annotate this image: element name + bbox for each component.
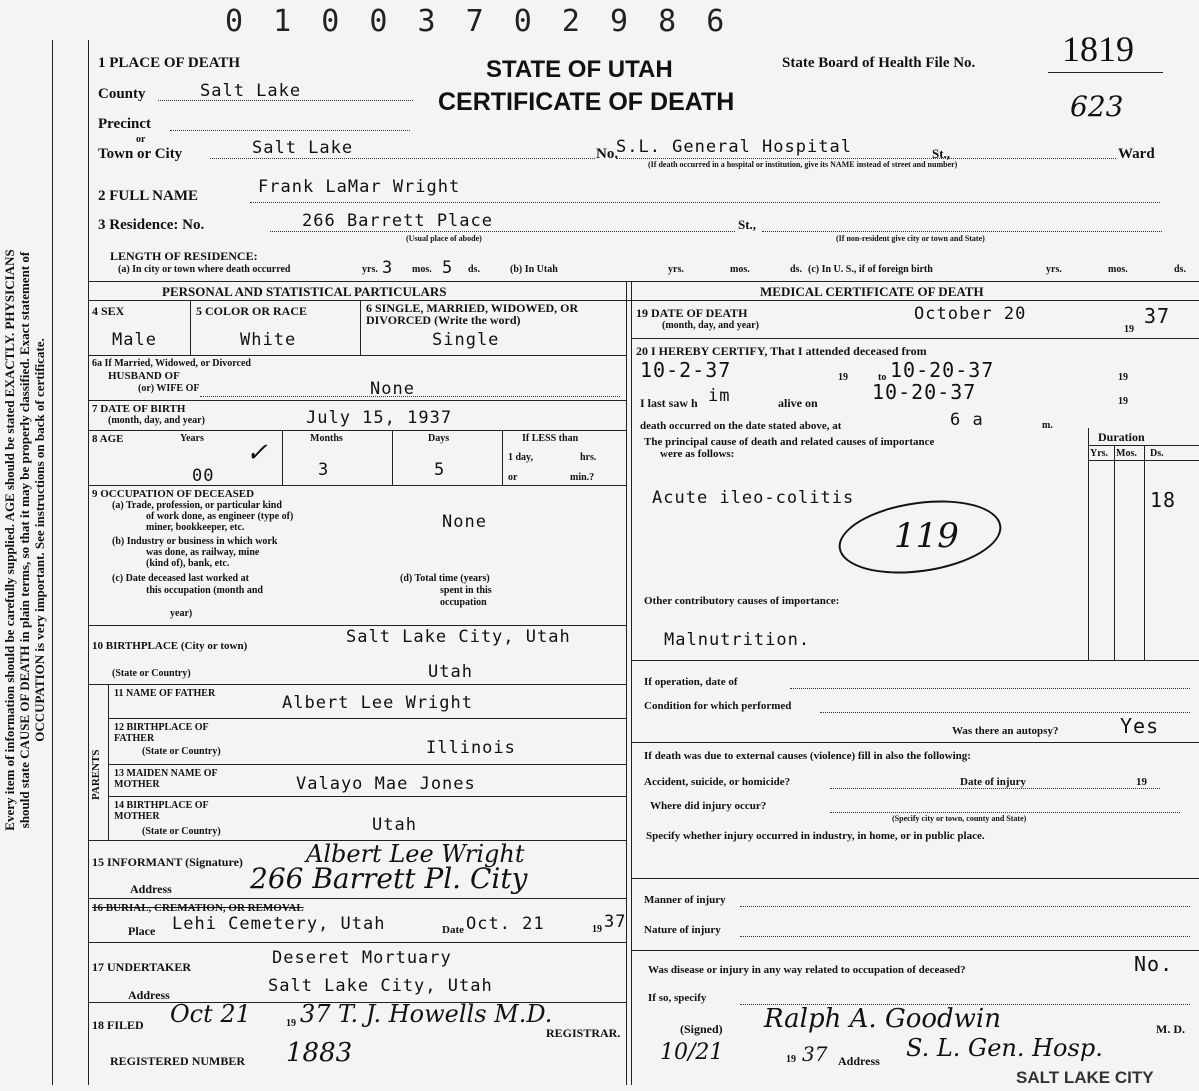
attended-year-prefix: 19 xyxy=(838,372,848,383)
date-of-death-sub: (month, day, and year) xyxy=(662,320,759,331)
duration-label: Duration xyxy=(1098,430,1145,444)
operation-label: If operation, date of xyxy=(644,676,738,688)
ward-label: Ward xyxy=(1118,146,1155,162)
filed-year: 37 xyxy=(300,1000,331,1028)
row-line-4 xyxy=(88,485,626,486)
registrar-label: REGISTRAR. xyxy=(546,1026,621,1040)
to-label: to xyxy=(878,372,887,383)
row-line-11 xyxy=(88,898,626,899)
less-day-label: 1 day, xyxy=(508,452,534,463)
age-label: 8 AGE xyxy=(92,433,124,445)
burial-year: 37 xyxy=(604,912,627,932)
years-label: Years xyxy=(180,433,204,444)
town-value: Salt Lake xyxy=(252,138,354,158)
or-label: or xyxy=(136,134,146,145)
hrs-label: hrs. xyxy=(580,452,597,463)
precinct-label: Precinct xyxy=(98,116,152,132)
spouse-line xyxy=(200,396,620,397)
father-value: Albert Lee Wright xyxy=(282,693,473,713)
burial-place: Lehi Cemetery, Utah xyxy=(172,914,386,934)
row-line-6 xyxy=(88,684,626,685)
physician-address: S. L. Gen. Hosp. xyxy=(906,1034,1103,1062)
occupation-a2: of work done, as engineer (type of) xyxy=(146,511,294,522)
years-value: 00 xyxy=(192,466,215,486)
accident-line xyxy=(830,788,1160,789)
file-number: 1819 xyxy=(1062,29,1134,69)
days-value: 5 xyxy=(434,460,446,480)
center-divider xyxy=(626,281,627,1085)
death-time: 6 a xyxy=(950,410,984,430)
alive-on-label: alive on xyxy=(778,396,818,410)
signed-date: 10/21 xyxy=(660,1040,724,1065)
informant-address-label: Address xyxy=(130,882,172,896)
signed-year: 37 xyxy=(802,1042,828,1066)
section-title-line xyxy=(88,300,1199,301)
cause-duration-days: 18 xyxy=(1150,488,1177,512)
dob-sub: (month, day, and year) xyxy=(108,415,205,426)
filed-label: 18 FILED xyxy=(92,1018,144,1032)
duration-divider-3 xyxy=(1144,446,1145,660)
row-line-5 xyxy=(88,625,626,626)
residence-line xyxy=(270,231,735,232)
medical-line-4 xyxy=(631,878,1199,879)
months-value: 3 xyxy=(318,460,330,480)
spouse-label-1: 6a If Married, Widowed, or Divorced xyxy=(92,358,251,369)
file-number-label: State Board of Health File No. xyxy=(782,55,976,71)
last-saw-label: I last saw h xyxy=(640,396,698,410)
mother-birthplace-sub: (State or Country) xyxy=(142,826,221,837)
sex-label: 4 SEX xyxy=(92,304,125,318)
external-causes-label: If death was due to external causes (violence) fill in also the following: xyxy=(644,750,971,762)
length-a: (a) In city or town where death occurred xyxy=(118,264,291,275)
autopsy-value: Yes xyxy=(1120,714,1160,738)
condition-line xyxy=(820,712,1190,713)
duration-divider-1 xyxy=(1088,428,1089,660)
county-line xyxy=(158,100,413,101)
filed-year-prefix: 19 xyxy=(286,1018,296,1029)
place-of-death-heading: 1 PLACE OF DEATH xyxy=(98,55,241,71)
length-ds-label: ds. xyxy=(468,264,480,275)
county-value: Salt Lake xyxy=(200,81,302,101)
hospital-note: (If death occurred in a hospital or institution, give its NAME instead of street and number) xyxy=(648,160,958,169)
attended-to: 10-20-37 xyxy=(890,358,995,382)
md-label: M. D. xyxy=(1156,1022,1185,1036)
undertaker-value: Deseret Mortuary xyxy=(272,948,452,968)
sex-divider xyxy=(190,300,191,355)
length-c-mos: mos. xyxy=(1108,264,1128,275)
occupation-c2: this occupation (month and xyxy=(146,585,263,596)
father-label: 11 NAME OF FATHER xyxy=(114,688,216,699)
precinct-line xyxy=(170,130,410,131)
autopsy-label: Was there an autopsy? xyxy=(952,725,1059,737)
injury-date-label: Date of injury xyxy=(960,776,1026,788)
check-mark-icon: ✓ xyxy=(246,438,268,468)
hospital-line xyxy=(616,158,1116,159)
occupation-b2: was done, as railway, mine xyxy=(146,547,260,558)
registered-number-label: REGISTERED NUMBER xyxy=(110,1054,246,1068)
duration-mos: Mos. xyxy=(1116,448,1137,459)
undertaker-label: 17 UNDERTAKER xyxy=(92,960,192,974)
color-label: 5 COLOR OR RACE xyxy=(196,304,308,318)
medical-line-5 xyxy=(631,950,1199,951)
length-c-ds: ds. xyxy=(1174,264,1186,275)
duration-divider-2 xyxy=(1114,446,1115,660)
birthplace-state: Utah xyxy=(428,662,473,682)
or-min-label: or xyxy=(508,472,518,483)
months-divider xyxy=(392,430,393,485)
length-yrs-label: yrs. xyxy=(362,264,378,275)
less-than-label: If LESS than xyxy=(522,433,579,444)
certify-label: 20 I HEREBY CERTIFY, That I attended deceased from xyxy=(636,344,927,358)
occupation-c3: year) xyxy=(170,608,193,619)
spouse-value: None xyxy=(370,379,415,399)
county-label: County xyxy=(98,86,146,102)
length-mos: 5 xyxy=(442,258,454,278)
mother-value: Valayo Mae Jones xyxy=(296,774,476,794)
city-stamp: SALT LAKE CITY xyxy=(1016,1068,1154,1087)
occupation-label: 9 OCCUPATION OF DECEASED xyxy=(92,488,255,500)
length-c-yrs: yrs. xyxy=(1046,264,1062,275)
nonres-line xyxy=(762,231,1162,232)
full-name-line xyxy=(250,202,1160,203)
row-line-1 xyxy=(88,355,626,356)
file-number-line xyxy=(1048,72,1163,73)
form-left-border xyxy=(88,40,89,1085)
condition-label: Condition for which performed xyxy=(644,700,792,712)
sub-number: 623 xyxy=(1070,90,1124,123)
color-value: White xyxy=(240,330,297,350)
min-label: min.? xyxy=(570,472,595,483)
mother-birthplace-label: 14 BIRTHPLACE OF MOTHER xyxy=(114,800,209,822)
dob-value: July 15, 1937 xyxy=(306,408,453,428)
father-birthplace-label: 12 BIRTHPLACE OF FATHER xyxy=(114,722,209,744)
undertaker-address-label: Address xyxy=(128,988,170,1002)
full-name-label: 2 FULL NAME xyxy=(98,188,199,204)
medical-line-1 xyxy=(631,338,1199,339)
nature-line xyxy=(740,936,1190,937)
medical-line-2 xyxy=(631,660,1199,661)
occupation-a: (a) Trade, profession, or particular kind xyxy=(112,500,282,511)
row-line-12 xyxy=(88,942,626,943)
duration-ds: Ds. xyxy=(1150,448,1164,459)
occupation-d3: occupation xyxy=(440,597,487,608)
burial-year-prefix: 19 xyxy=(592,924,602,935)
years-divider xyxy=(282,430,283,485)
length-b: (b) In Utah xyxy=(510,264,558,275)
burial-date-label: Date xyxy=(442,924,464,936)
injury-year-prefix: 19 xyxy=(1136,776,1147,788)
hospital-name: S.L. General Hospital xyxy=(616,137,852,157)
informant-label: 15 INFORMANT (Signature) xyxy=(92,855,243,869)
manner-label: Manner of injury xyxy=(644,894,726,906)
duration-header-line xyxy=(1088,460,1199,461)
marital-value: Single xyxy=(432,330,500,350)
physician-signature: Ralph A. Goodwin xyxy=(764,1004,1001,1034)
length-b-yrs: yrs. xyxy=(668,264,684,275)
street-label: St., xyxy=(932,146,951,161)
death-at-label: death occurred on the date stated above, at xyxy=(640,420,842,432)
mother-label: 13 MAIDEN NAME OF MOTHER xyxy=(114,768,218,790)
attended-from: 10-2-37 xyxy=(640,358,732,382)
where-note: (Specify city or town, county and State) xyxy=(892,814,1027,823)
side-divider xyxy=(52,40,53,1085)
specify-place-label: Specify whether injury occurred in industry, in home, or in public place. xyxy=(646,830,985,842)
burial-place-label: Place xyxy=(128,924,156,938)
physician-address-label: Address xyxy=(838,1054,880,1068)
parents-divider xyxy=(108,684,109,840)
dod-year: 37 xyxy=(1144,304,1171,328)
where-injury-label: Where did injury occur? xyxy=(650,800,767,812)
birthplace-city: Salt Lake City, Utah xyxy=(346,627,571,647)
occupation-b: (b) Industry or business in which work xyxy=(112,536,278,547)
accident-label: Accident, suicide, or homicide? xyxy=(644,776,791,788)
days-divider xyxy=(502,430,503,485)
length-label: LENGTH OF RESIDENCE: xyxy=(110,249,258,263)
registrar-signature: T. J. Howells M.D. xyxy=(338,1000,553,1028)
length-mos-label: mos. xyxy=(412,264,432,275)
dob-label: 7 DATE OF BIRTH xyxy=(92,403,186,415)
mother-birthplace: Utah xyxy=(372,815,417,835)
length-b-mos: mos. xyxy=(730,264,750,275)
duration-yrs: Yrs. xyxy=(1090,448,1109,459)
occupation-related-label: Was disease or injury in any way related to occupation of deceased? xyxy=(648,964,966,976)
where-line xyxy=(830,812,1180,813)
occupation-d2: spent in this xyxy=(440,585,492,596)
principal-label-2: were as follows: xyxy=(660,448,735,460)
row-line-3 xyxy=(88,430,626,431)
alive-year-prefix: 19 xyxy=(1118,396,1128,407)
row-line-9 xyxy=(108,796,626,797)
birthplace-label: 10 BIRTHPLACE (City or town) xyxy=(92,640,248,652)
birthplace-state-label: (State or Country) xyxy=(112,668,191,679)
town-label: Town or City xyxy=(98,146,183,162)
row-line-8 xyxy=(108,764,626,765)
signed-year-prefix: 19 xyxy=(786,1054,796,1065)
days-label: Days xyxy=(428,433,450,444)
operation-line xyxy=(790,688,1190,689)
row-line-2 xyxy=(88,400,626,401)
other-causes-label: Other contributory causes of importance: xyxy=(644,595,840,607)
date-of-death-label: 19 DATE OF DEATH xyxy=(636,306,748,320)
cause-code: 119 xyxy=(894,516,959,556)
last-saw-him: im xyxy=(708,386,731,406)
informant-address: 266 Barrett Pl. City xyxy=(250,862,528,895)
street-no-label: No. xyxy=(596,146,619,162)
occupation-c: (c) Date deceased last worked at xyxy=(112,573,249,584)
date-of-death: October 20 xyxy=(914,304,1027,324)
manner-line xyxy=(740,906,1190,907)
personal-section-title: PERSONAL AND STATISTICAL PARTICULARS xyxy=(162,284,447,299)
certificate-title: CERTIFICATE OF DEATH xyxy=(438,88,735,116)
full-name-value: Frank LaMar Wright xyxy=(258,177,461,197)
occupation-d: (d) Total time (years) xyxy=(400,573,490,584)
residence-value: 266 Barrett Place xyxy=(302,211,493,231)
burial-label: 16 BURIAL, CREMATION, OR REMOVAL xyxy=(92,902,304,914)
principal-cause: Acute ileo-colitis xyxy=(652,488,855,508)
center-divider-2 xyxy=(631,281,632,1085)
duration-line xyxy=(1088,445,1199,446)
nonres-note: (If non-resident give city or town and State) xyxy=(836,234,985,243)
abode-note: (Usual place of abode) xyxy=(406,234,482,243)
row-line-7 xyxy=(108,718,626,719)
medical-section-title: MEDICAL CERTIFICATE OF DEATH xyxy=(760,284,984,299)
filed-date: Oct 21 xyxy=(170,1000,251,1028)
nature-label: Nature of injury xyxy=(644,924,721,936)
undertaker-address: Salt Lake City, Utah xyxy=(268,976,493,996)
residence-street-label: St., xyxy=(738,217,757,232)
other-causes: Malnutrition. xyxy=(664,630,811,650)
signed-label: (Signed) xyxy=(680,1022,723,1036)
spouse-label-2: HUSBAND OF xyxy=(108,370,180,382)
registered-number: 1883 xyxy=(286,1038,353,1068)
color-divider xyxy=(360,300,361,355)
father-birthplace: Illinois xyxy=(426,738,516,758)
dod-year-prefix: 19 xyxy=(1124,324,1134,335)
town-line xyxy=(210,158,595,159)
certificate-number: 0 1 0 0 3 7 0 2 9 8 6 xyxy=(225,4,731,39)
occupation-b3: (kind of), bank, etc. xyxy=(146,558,230,569)
to-year-prefix: 19 xyxy=(1118,372,1128,383)
side-instructions: Every item of information should be carefully supplied. AGE should be stated EXACTLY. PHYSICIANS should state CAUSE OF DEATH in plain terms, so that it may be properly classified. Exact statement of OCCUPATION is very important. See instructions on back of certificate. xyxy=(2,249,47,831)
length-yrs: 3 xyxy=(382,258,394,278)
informant-signature: Albert Lee Wright xyxy=(306,840,525,868)
father-birthplace-sub: (State or Country) xyxy=(142,746,221,757)
death-time-m: m. xyxy=(1042,420,1053,431)
months-label: Months xyxy=(310,433,343,444)
state-heading: STATE OF UTAH xyxy=(486,56,673,83)
spouse-label-3: (or) WIFE OF xyxy=(138,383,200,394)
burial-date: Oct. 21 xyxy=(466,914,545,934)
if-so-label: If so, specify xyxy=(648,992,707,1004)
length-b-ds: ds. xyxy=(790,264,802,275)
section-top-line xyxy=(88,281,1199,282)
marital-label: 6 SINGLE, MARRIED, WIDOWED, OR DIVORCED (Write the word) xyxy=(366,301,579,327)
occupation-related-value: No. xyxy=(1134,952,1174,976)
residence-label: 3 Residence: No. xyxy=(98,217,205,233)
sex-value: Male xyxy=(112,330,157,350)
length-c: (c) In U. S., if of foreign birth xyxy=(808,264,933,275)
occupation-value: None xyxy=(442,512,487,532)
occupation-a3: miner, bookkeeper, etc. xyxy=(146,522,245,533)
alive-on-date: 10-20-37 xyxy=(872,380,977,404)
medical-line-3 xyxy=(631,742,1199,743)
parents-label: PARENTS xyxy=(90,749,102,800)
principal-label: The principal cause of death and related causes of importance xyxy=(644,436,935,448)
